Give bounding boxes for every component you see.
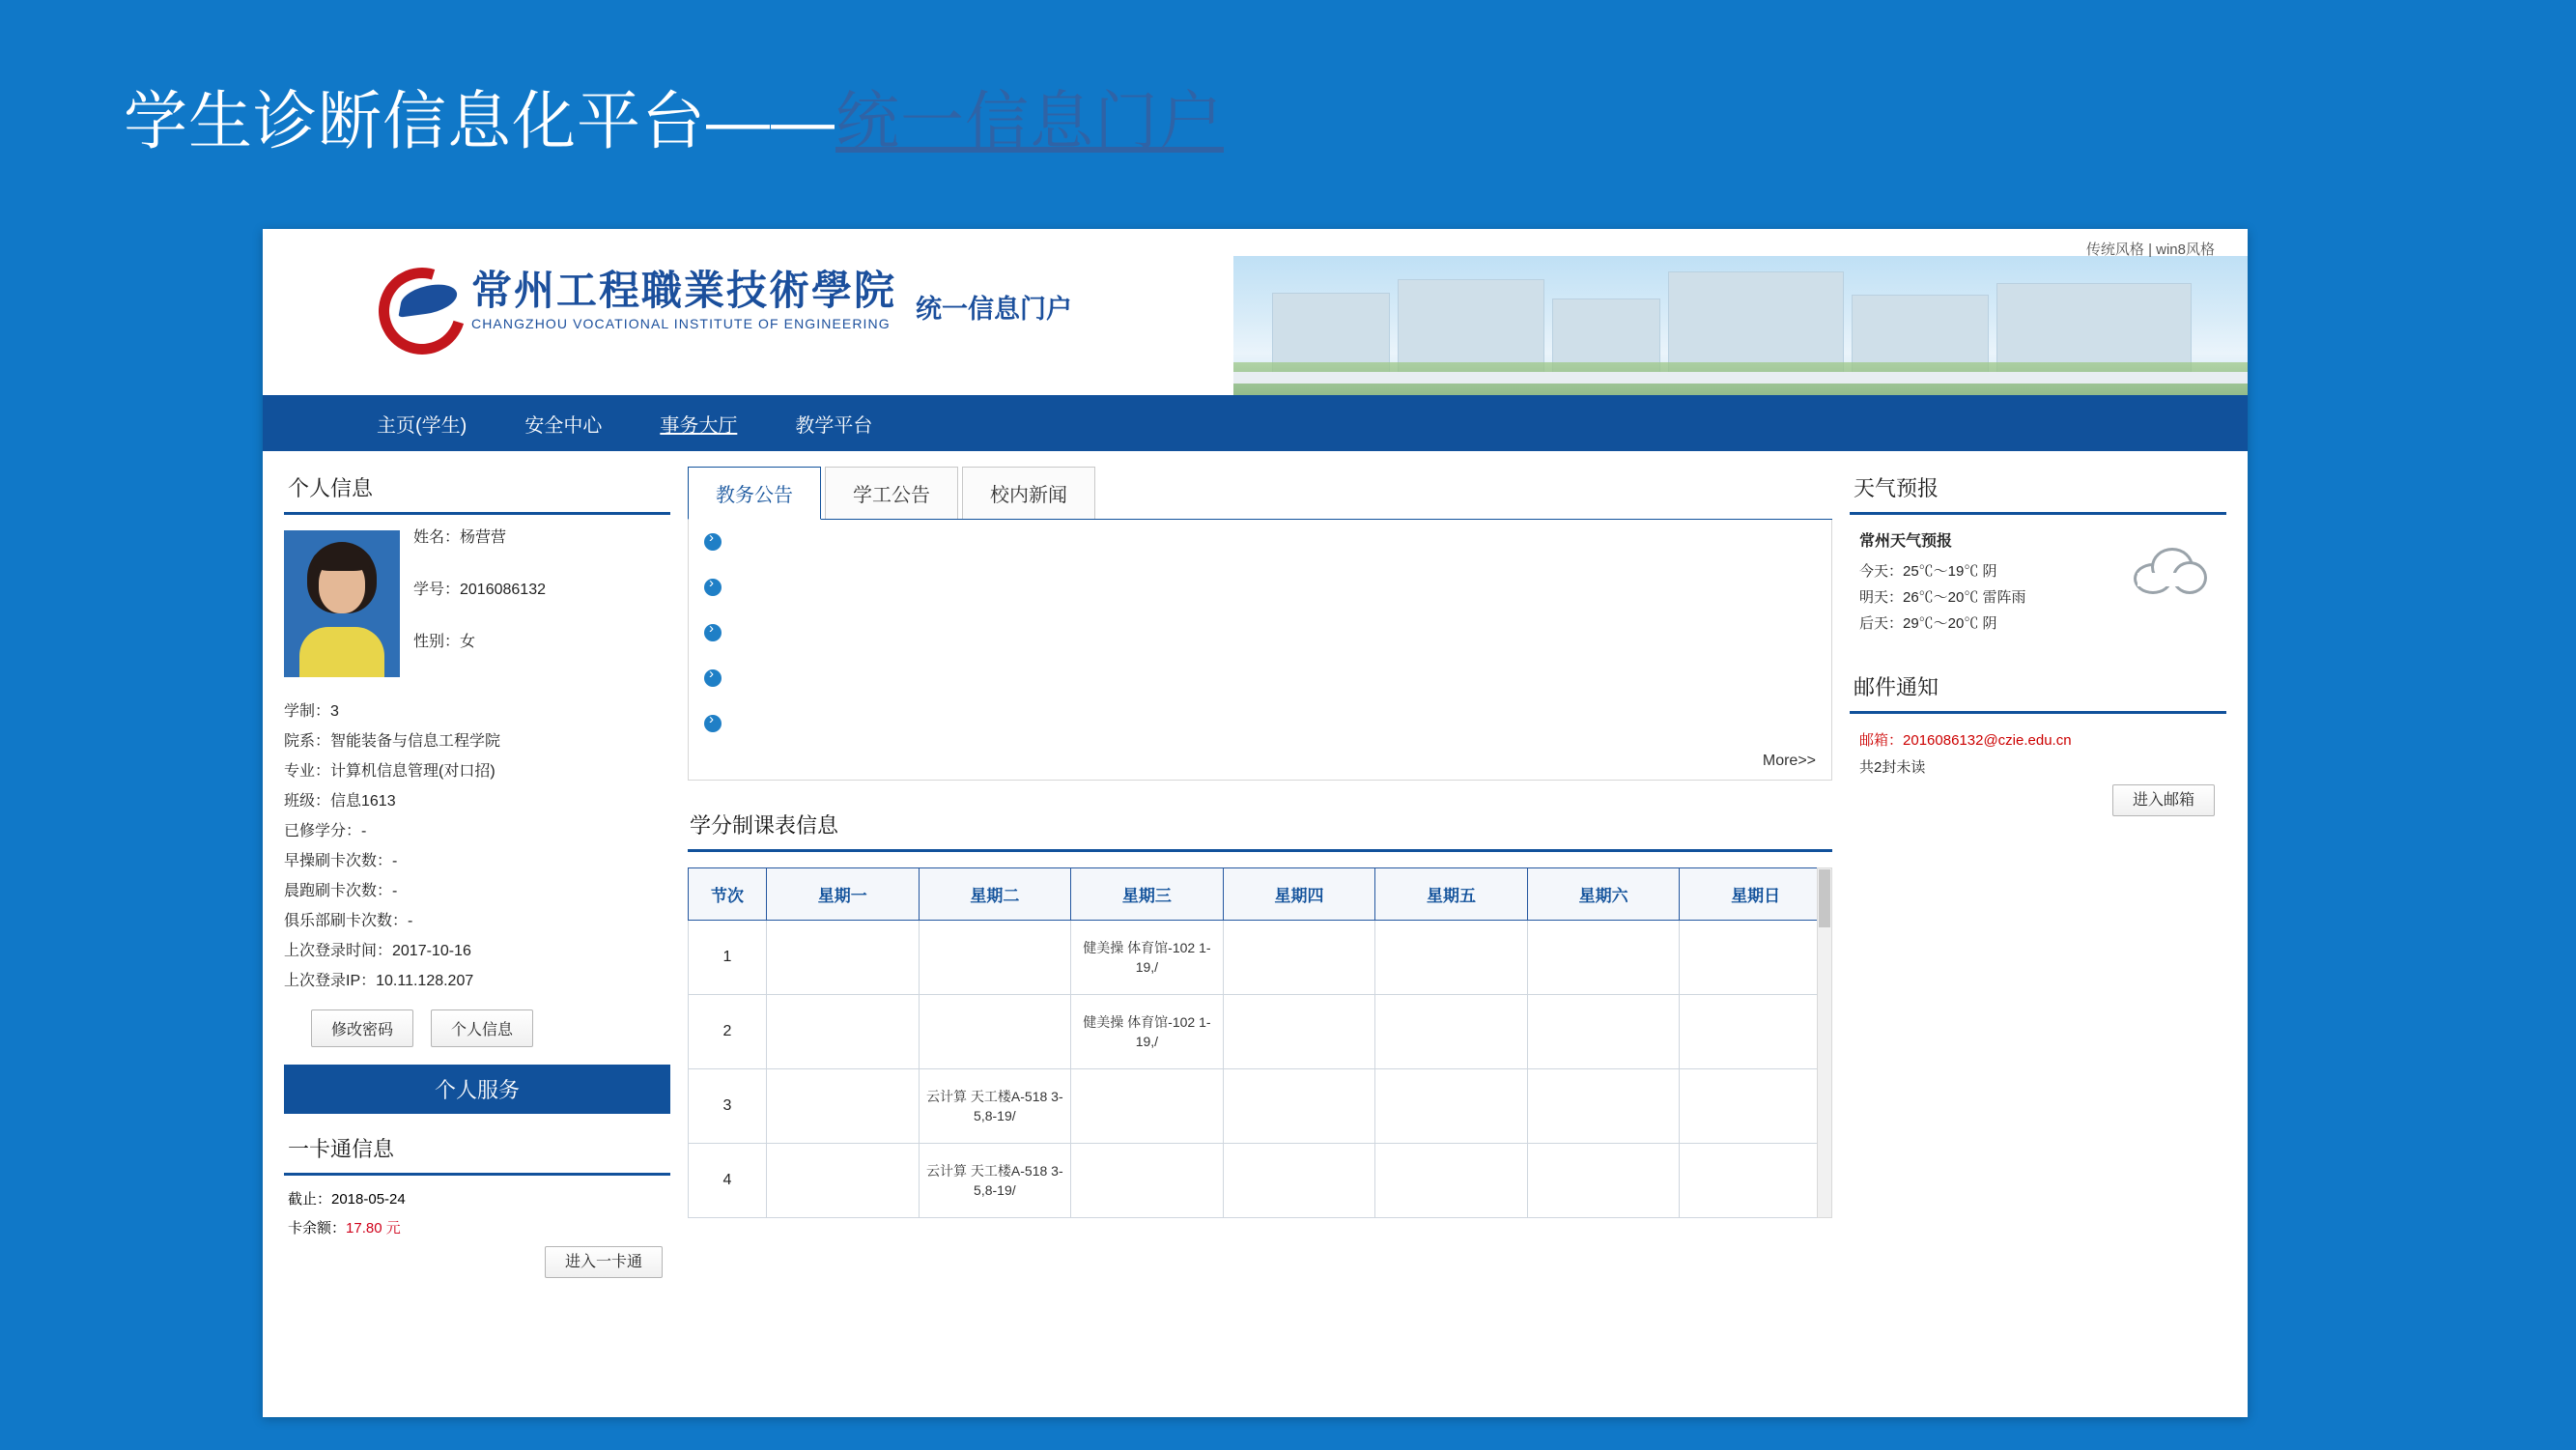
table-row bbox=[689, 1144, 1832, 1218]
style-switch[interactable]: 传统风格 | win8风格 bbox=[2085, 242, 2215, 258]
weather-today: 今天：25℃～19℃ 阴 bbox=[1859, 563, 1997, 580]
card-balance-row bbox=[288, 1214, 670, 1243]
cell-course: 云计算 天工楼A-518 3-5,8-19/ bbox=[919, 1144, 1071, 1218]
cell-course bbox=[1375, 1144, 1528, 1218]
list-item[interactable] bbox=[704, 715, 1816, 737]
column-sunday: 星期日 bbox=[1680, 868, 1832, 921]
cell-course bbox=[1375, 921, 1528, 995]
mail-address-label: 邮箱： bbox=[1859, 732, 1904, 749]
cell-course bbox=[1223, 1069, 1375, 1144]
cell-course: 健美操 体育馆-102 1-19,/ bbox=[1071, 921, 1224, 995]
cell-course bbox=[1223, 995, 1375, 1069]
main-nav bbox=[263, 395, 2248, 451]
weather-tomorrow: 明天：26℃～20℃ 雷阵雨 bbox=[1859, 589, 2026, 606]
nav-item-service-hall[interactable]: 事务大厅 bbox=[660, 414, 738, 437]
nav-item-teaching[interactable]: 教学平台 bbox=[795, 414, 873, 437]
tab-academic-notice[interactable]: 教务公告 bbox=[688, 467, 821, 520]
cell-period: 4 bbox=[689, 1144, 767, 1218]
schedule-scrollbar[interactable] bbox=[1817, 867, 1832, 1218]
schedule-panel bbox=[688, 806, 1832, 1218]
chevron-right-icon bbox=[704, 579, 722, 596]
table-row bbox=[689, 1069, 1832, 1144]
cell-course bbox=[1527, 995, 1680, 1069]
cell-course bbox=[1527, 1069, 1680, 1144]
portal-content bbox=[263, 451, 2248, 1289]
cell-course bbox=[1071, 1069, 1224, 1144]
nav-item-home[interactable]: 主页(学生) bbox=[377, 414, 467, 437]
mail-address-value: 2016086132@czie.edu.cn bbox=[1903, 732, 2072, 749]
personal-service-panel bbox=[284, 1065, 670, 1271]
field-credits: 已修学分：- bbox=[284, 823, 367, 839]
portal-header bbox=[263, 229, 2248, 395]
weather-city: 常州天气预报 bbox=[1859, 533, 1953, 550]
campus-banner-image bbox=[1233, 256, 2248, 395]
column-tuesday: 星期二 bbox=[919, 868, 1071, 921]
logo-title-en: CHANGZHOU VOCATIONAL INSTITUTE OF ENGINEERING bbox=[471, 316, 891, 332]
schedule-title: 学分制课表信息 bbox=[688, 806, 1832, 852]
field-last-login-ip: 上次登录IP：10.11.128.207 bbox=[284, 973, 474, 989]
column-saturday: 星期六 bbox=[1527, 868, 1680, 921]
cell-course bbox=[1680, 995, 1832, 1069]
cell-course bbox=[1223, 921, 1375, 995]
change-password-button[interactable]: 修改密码 bbox=[311, 1009, 413, 1047]
column-friday: 星期五 bbox=[1375, 868, 1528, 921]
cell-course: 云计算 天工楼A-518 3-5,8-19/ bbox=[919, 1069, 1071, 1144]
list-item[interactable] bbox=[704, 533, 1816, 555]
mail-address-row bbox=[1859, 727, 2221, 754]
schedule-table bbox=[688, 867, 1832, 1218]
field-morning-exercise-swipes: 早操刷卡次数：- bbox=[284, 853, 398, 869]
table-row bbox=[689, 995, 1832, 1069]
middle-column bbox=[670, 467, 1850, 1289]
cell-course bbox=[1223, 1144, 1375, 1218]
left-column bbox=[284, 467, 670, 1289]
field-major: 专业：计算机信息管理(对口招) bbox=[284, 763, 495, 780]
table-row bbox=[689, 921, 1832, 995]
table-header-row bbox=[689, 868, 1832, 921]
logo-icon bbox=[377, 264, 458, 337]
column-monday: 星期一 bbox=[767, 868, 920, 921]
cell-course bbox=[1680, 921, 1832, 995]
cell-course bbox=[1680, 1069, 1832, 1144]
more-link[interactable]: More>> bbox=[1762, 753, 1816, 769]
cell-course bbox=[767, 921, 920, 995]
column-wednesday: 星期三 bbox=[1071, 868, 1224, 921]
field-name: 姓名：杨营营 bbox=[413, 529, 507, 546]
cell-course bbox=[1375, 995, 1528, 1069]
campus-card-title: 一卡通信息 bbox=[284, 1127, 670, 1176]
portal-window bbox=[263, 229, 2248, 1417]
list-item[interactable] bbox=[704, 624, 1816, 646]
cell-course bbox=[1375, 1069, 1528, 1144]
slide-title-link: 统一信息门户 bbox=[835, 85, 1224, 156]
weather-day-after: 后天：29℃～20℃ 阴 bbox=[1859, 615, 1997, 632]
nav-item-security[interactable]: 安全中心 bbox=[524, 414, 603, 437]
weather-title: 天气预报 bbox=[1850, 467, 2226, 515]
cell-period: 3 bbox=[689, 1069, 767, 1144]
field-class: 班级：信息1613 bbox=[284, 793, 396, 810]
tab-student-affairs-notice[interactable]: 学工公告 bbox=[825, 467, 958, 519]
slide-title-main: 学生诊断信息化平台—— bbox=[124, 85, 835, 156]
field-last-login-time: 上次登录时间：2017-10-16 bbox=[284, 943, 471, 959]
cell-course bbox=[1071, 1144, 1224, 1218]
cell-course bbox=[1680, 1144, 1832, 1218]
chevron-right-icon bbox=[704, 533, 722, 551]
cell-course bbox=[919, 921, 1071, 995]
cloud-icon bbox=[2134, 548, 2201, 588]
list-item[interactable] bbox=[704, 669, 1816, 692]
column-thursday: 星期四 bbox=[1223, 868, 1375, 921]
cell-period: 2 bbox=[689, 995, 767, 1069]
personal-info-title: 个人信息 bbox=[284, 467, 670, 515]
logo-subtitle: 统一信息门户 bbox=[916, 295, 1073, 324]
list-item[interactable] bbox=[704, 579, 1816, 601]
mail-title: 邮件通知 bbox=[1850, 666, 2226, 714]
field-gender: 性别：女 bbox=[413, 634, 476, 650]
chevron-right-icon bbox=[704, 669, 722, 687]
enter-campus-card-button[interactable]: 进入一卡通 bbox=[545, 1246, 663, 1278]
chevron-right-icon bbox=[704, 715, 722, 732]
personal-service-header: 个人服务 bbox=[284, 1065, 670, 1114]
cell-course bbox=[919, 995, 1071, 1069]
cell-period: 1 bbox=[689, 921, 767, 995]
cell-course bbox=[767, 995, 920, 1069]
mail-unread-count: 共2封未读 bbox=[1859, 759, 1926, 776]
right-column bbox=[1850, 467, 2226, 1289]
personal-info-buttons bbox=[284, 1009, 670, 1047]
enter-mailbox-button[interactable]: 进入邮箱 bbox=[2112, 784, 2215, 816]
field-club-swipes: 俱乐部刷卡次数：- bbox=[284, 913, 413, 929]
avatar bbox=[284, 530, 400, 677]
chevron-right-icon bbox=[704, 624, 722, 641]
personal-info-panel bbox=[284, 467, 670, 1047]
field-department: 院系：智能装备与信息工程学院 bbox=[284, 733, 501, 750]
personal-info-details bbox=[284, 697, 670, 996]
cell-course bbox=[767, 1144, 920, 1218]
mail-panel bbox=[1850, 666, 2226, 819]
field-student-id: 学号：2016086132 bbox=[413, 582, 546, 598]
site-logo[interactable] bbox=[377, 264, 1072, 337]
logo-title-cn: 常州工程職業技術學院 bbox=[471, 266, 897, 314]
card-balance-value: 17.80 元 bbox=[346, 1220, 401, 1237]
card-deadline: 截止：2018-05-24 bbox=[288, 1191, 406, 1208]
card-balance-label: 卡余额： bbox=[288, 1220, 347, 1237]
notice-tabs bbox=[688, 467, 1832, 520]
personal-info-button[interactable]: 个人信息 bbox=[431, 1009, 533, 1047]
cell-course bbox=[1527, 1144, 1680, 1218]
field-school-system: 学制：3 bbox=[284, 703, 339, 720]
field-morning-run-swipes: 晨跑刷卡次数：- bbox=[284, 883, 398, 899]
slide-title bbox=[124, 70, 1224, 161]
cell-course bbox=[767, 1069, 920, 1144]
cell-course bbox=[1527, 921, 1680, 995]
cell-course: 健美操 体育馆-102 1-19,/ bbox=[1071, 995, 1224, 1069]
weather-panel bbox=[1850, 467, 2226, 648]
notice-list bbox=[688, 520, 1832, 781]
personal-info-key-fields bbox=[400, 530, 546, 687]
column-period: 节次 bbox=[689, 868, 767, 921]
tab-campus-news[interactable]: 校内新闻 bbox=[962, 467, 1095, 519]
scrollbar-thumb[interactable] bbox=[1819, 869, 1830, 927]
